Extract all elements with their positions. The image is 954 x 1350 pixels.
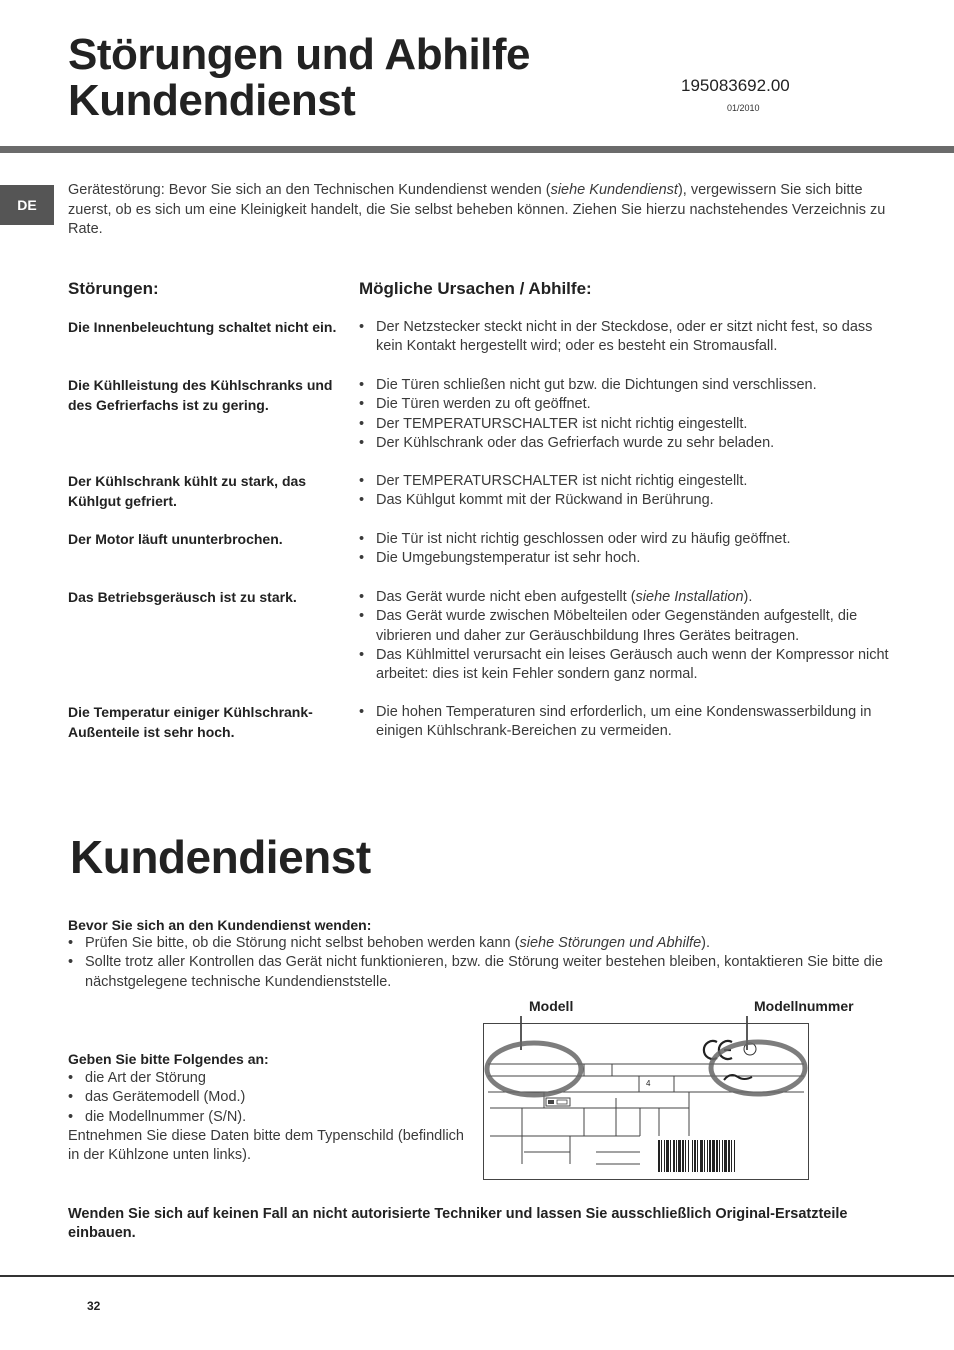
- cause-item: • Die Umgebungstemperatur ist sehr hoch.: [359, 549, 899, 568]
- provide-info-item: • das Gerätemodell (Mod.): [68, 1088, 464, 1107]
- cause-item: • Die hohen Temperaturen sind erforderlich, um eine Kondenswasserbildung in einigen Kühlschrank-Bereichen zu vermeiden.: [359, 703, 899, 742]
- problem-text: Die Temperatur einiger Kühlschrank-Außenteile ist sehr hoch.: [68, 704, 313, 740]
- page-title: [68, 32, 530, 124]
- rating-plate-note: Entnehmen Sie diese Daten bitte dem Typenschild (befindlich in der Kühlzone unten links).: [68, 1128, 464, 1164]
- page-number: 32: [87, 1299, 101, 1313]
- provide-info-item: • die Modellnummer (S/N).: [68, 1108, 464, 1127]
- cause-item: [359, 588, 899, 607]
- item-reference: siehe Störungen und Abhilfe: [519, 935, 702, 951]
- cause-item: • Die Türen werden zu oft geöffnet.: [359, 395, 899, 414]
- document-date: 01/2010: [727, 103, 760, 113]
- intro-text-start: Gerätestörung: Bevor Sie sich an den Technischen Kundendienst wenden (: [68, 182, 551, 198]
- before-contact-item: [68, 934, 888, 953]
- problems-column-heading: Störungen:: [68, 279, 159, 298]
- cause-item: • Der Netzstecker steckt nicht in der Steckdose, oder er sitzt nicht fest, so dass kein Kontakt hergestellt wird; oder es besteht ein Stromausfall.: [359, 318, 899, 357]
- header-divider: [0, 146, 954, 153]
- before-contact-list: [68, 934, 888, 992]
- document-number: 195083692.00: [681, 76, 790, 95]
- cause-list: [359, 318, 899, 357]
- cause-item: • Die Tür ist nicht richtig geschlossen oder wird zu häufig geöffnet.: [359, 530, 899, 549]
- problem-text: Die Innenbeleuchtung schaltet nicht ein.: [68, 319, 337, 335]
- item-text: Prüfen Sie bitte, ob die Störung nicht selbst behoben werden kann (: [85, 935, 520, 951]
- language-tab: DE: [0, 185, 54, 225]
- problem-text: Die Kühlleistung des Kühlschranks und des Gefrierfachs ist zu gering.: [68, 377, 333, 413]
- cause-item-mixed: Das Gerät wurde nicht eben aufgestellt (siehe Installation).: [376, 589, 753, 605]
- item-text: Sollte trotz aller Kontrollen das Gerät nicht funktionieren, bzw. die Störung weiter bestehen bleiben, kontaktieren Sie bitte die nächstgelegene technische Kundendienststelle.: [85, 954, 883, 990]
- model-number-label: Modellnummer: [754, 998, 854, 1014]
- warning-text: Wenden Sie sich auf keinen Fall an nicht autorisierte Techniker und lassen Sie ausschließlich Original-Ersatzteile einbauen.: [68, 1206, 848, 1242]
- provide-info-item: • die Art der Störung: [68, 1069, 464, 1088]
- causes-column-heading: Mögliche Ursachen / Abhilfe:: [359, 279, 592, 298]
- before-contact-item: [68, 953, 888, 992]
- cause-list: [359, 472, 899, 511]
- service-heading: Kundendienst: [70, 831, 371, 883]
- model-label: Modell: [529, 998, 574, 1014]
- freeze-mark: 4: [646, 1079, 651, 1088]
- page-title-line2: Kundendienst: [68, 76, 356, 125]
- cause-list: [359, 376, 899, 453]
- cause-list: [359, 703, 899, 742]
- problem-text: Der Motor läuft ununterbrochen.: [68, 531, 283, 547]
- problem-text: Der Kühlschrank kühlt zu stark, das Kühlgut gefriert.: [68, 473, 307, 509]
- problem-text: Das Betriebsgeräusch ist zu stark.: [68, 589, 297, 605]
- intro-text-end: ), vergewissern Sie sich bitte zuerst, ob es sich um eine Kleinigkeit handelt, die Sie selbst beheben können. Ziehen Sie hierzu nachstehendes Verzeichnis zu Rate.: [68, 182, 886, 237]
- rating-plate-illustration: [483, 1023, 809, 1180]
- cause-item: • Das Kühlgut kommt mit der Rückwand in Berührung.: [359, 491, 899, 510]
- cause-item: • Der TEMPERATURSCHALTER ist nicht richtig eingestellt.: [359, 415, 899, 434]
- before-contact-heading: Bevor Sie sich an den Kundendienst wenden:: [68, 917, 372, 933]
- provide-info-heading: Geben Sie bitte Folgendes an:: [68, 1051, 269, 1067]
- cause-list: [359, 588, 899, 684]
- cause-item: • Der TEMPERATURSCHALTER ist nicht richtig eingestellt.: [359, 472, 899, 491]
- provide-info-list: [68, 1069, 464, 1127]
- footer-divider: [0, 1275, 954, 1277]
- intro-reference: siehe Kundendienst: [550, 182, 678, 198]
- cause-item: • Die Türen schließen nicht gut bzw. die Dichtungen sind verschlissen.: [359, 376, 899, 395]
- item-text: ).: [701, 935, 710, 951]
- cause-item: • Das Gerät wurde zwischen Möbelteilen oder Gegenständen aufgestellt, die vibrieren und daher zur Geräuschbildung Ihres Gerätes beitragen.: [359, 607, 899, 646]
- cause-item: • Das Kühlmittel verursacht ein leises Geräusch auch wenn der Kompressor nicht arbeitet: dies ist kein Fehler sondern ganz normal.: [359, 646, 899, 685]
- cause-item: • Der Kühlschrank oder das Gefrierfach wurde zu sehr beladen.: [359, 434, 899, 453]
- page-title-line1: Störungen und Abhilfe: [68, 30, 531, 79]
- intro-paragraph: [68, 181, 888, 240]
- cause-list: [359, 530, 899, 569]
